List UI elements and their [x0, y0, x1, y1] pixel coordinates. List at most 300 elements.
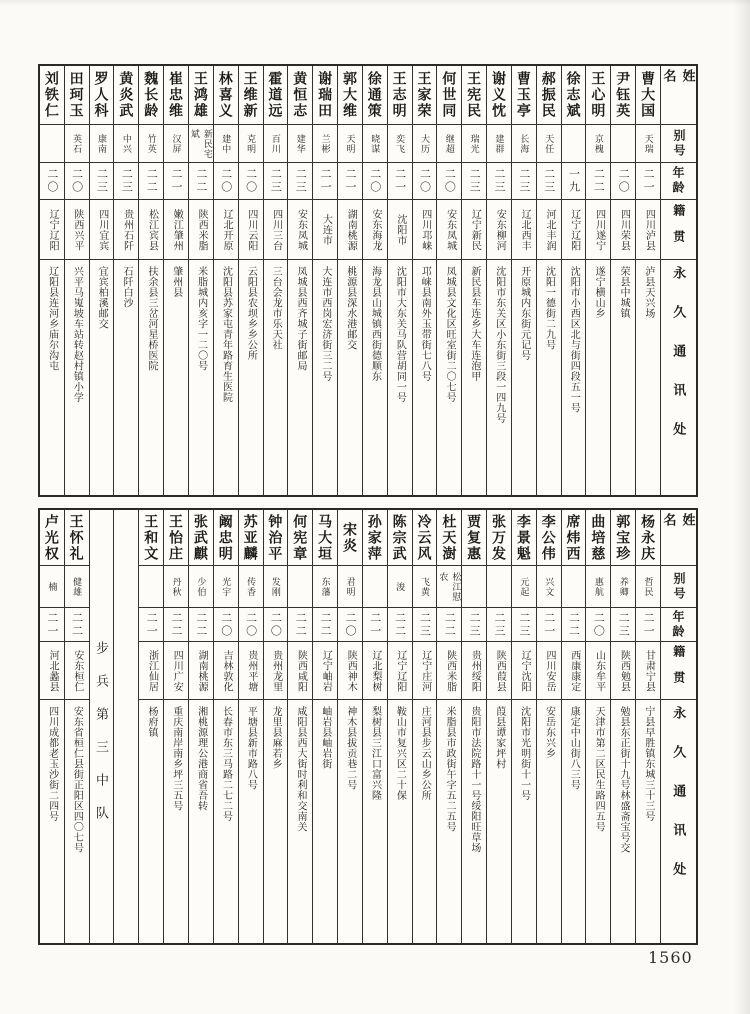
native-place-cell-text: 辽宁辽阳	[47, 208, 59, 251]
alias-cell-text: 京槐	[593, 133, 604, 154]
native-place-cell-text: 湖南桃源	[196, 649, 208, 692]
name-cell-text: 郭宝珍	[615, 513, 632, 562]
native-place-cell	[338, 642, 362, 700]
person-column	[138, 66, 163, 495]
name-cell-text: 黄恒志	[292, 71, 309, 119]
native-place-cell-text: 四川宜宾	[96, 208, 108, 251]
native-place-cell	[437, 642, 461, 700]
alias-cell-text: 浚	[395, 581, 406, 592]
name-cell	[512, 66, 536, 125]
person-column	[163, 66, 188, 495]
alias-cell-text: 长海	[519, 133, 530, 154]
alias-cell-text: 松江慰农	[438, 571, 462, 602]
name-cell-text: 阚忠明	[217, 513, 234, 562]
address-cell	[40, 260, 64, 495]
address-cell-text: 沈阳市光明街十一号	[518, 706, 530, 801]
address-cell-text: 重庆南岸南乡坪三五号	[170, 706, 182, 811]
name-cell-text: 罗人科	[93, 71, 110, 119]
address-cell-text: 石阡白沙	[121, 266, 133, 308]
age-cell	[65, 608, 89, 642]
address-cell	[537, 700, 561, 943]
header-name-label-text: 姓名	[661, 512, 696, 542]
native-place-cell-text: 四川安岳	[543, 649, 555, 692]
native-place-cell-text: 贵州石阡	[121, 208, 133, 251]
name-cell-text: 苏亚麟	[242, 513, 259, 562]
name-cell-text: 田珂玉	[68, 71, 85, 119]
alias-cell	[189, 125, 213, 163]
name-cell	[437, 510, 461, 566]
name-cell	[636, 66, 660, 125]
address-cell-text: 辽阳县连河乡庙尔沟屯	[46, 266, 58, 371]
name-cell-text: 王宪民	[466, 71, 483, 119]
alias-cell-text: 东藩	[320, 576, 331, 597]
row-headers-column	[660, 510, 696, 943]
address-cell-text: 凤城县文化区旺室街二〇七号	[444, 266, 456, 403]
address-cell-text: 肇州县	[170, 266, 182, 298]
native-place-cell	[562, 642, 586, 700]
native-place-cell-text: 辽宁庄河	[419, 649, 431, 692]
address-cell-text: 大连市西岗宏济街三二号	[319, 266, 331, 382]
alias-cell-text: 汉屏	[171, 133, 182, 154]
age-cell-text: 二一	[170, 168, 183, 194]
native-place-cell-text: 陕西神木	[345, 649, 357, 692]
native-place-cell-text: 陕西咸阳	[295, 649, 307, 692]
person-column	[362, 66, 387, 495]
age-cell-text: 二三	[493, 168, 506, 194]
native-place-cell	[264, 200, 288, 260]
native-place-cell-text: 安东凤城	[295, 208, 307, 251]
age-cell	[611, 608, 635, 642]
native-place-cell-text: 四川邛崃	[419, 208, 431, 251]
person-column	[436, 510, 461, 943]
age-cell	[338, 608, 362, 642]
name-cell-text: 王怡庄	[168, 513, 185, 562]
age-cell	[437, 163, 461, 200]
native-place-cell	[239, 200, 263, 260]
alias-cell	[114, 125, 138, 163]
name-cell	[413, 510, 437, 566]
native-place-cell	[462, 642, 486, 700]
header-name-label	[661, 510, 696, 566]
alias-cell	[264, 125, 288, 163]
native-place-cell-text: 吉林敦化	[220, 649, 232, 692]
alias-cell	[586, 566, 610, 608]
person-column	[412, 510, 437, 943]
address-cell-text: 安岳东兴乡	[543, 706, 555, 759]
alias-cell	[388, 125, 412, 163]
age-cell	[462, 608, 486, 642]
name-cell	[636, 510, 660, 566]
native-place-cell-text: 嫩江肇州	[171, 208, 183, 251]
alias-cell	[65, 125, 89, 163]
roster-table-top	[38, 64, 698, 497]
name-cell	[264, 66, 288, 125]
native-place-cell-text: 浙江仙居	[146, 649, 158, 692]
name-cell-text: 何世同	[441, 71, 458, 119]
name-cell	[214, 510, 238, 566]
age-cell-text: 二二	[145, 168, 158, 194]
native-place-cell-text: 四川广安	[171, 649, 183, 692]
address-cell-text: 天津市第二区民生路四五号	[593, 706, 605, 832]
alias-cell	[611, 566, 635, 608]
age-cell-text: 二三	[269, 168, 282, 194]
person-column	[461, 66, 486, 495]
name-cell	[164, 510, 188, 566]
age-cell	[388, 608, 412, 642]
alias-cell	[139, 125, 163, 163]
alias-cell-text: 天瑞	[643, 133, 654, 154]
person-column	[287, 510, 312, 943]
age-cell-text: 二〇	[70, 168, 83, 194]
person-column	[213, 66, 238, 495]
native-place-cell-text: 辽宁辽阳	[394, 649, 406, 692]
age-cell	[562, 163, 586, 200]
native-place-cell	[363, 200, 387, 260]
alias-cell	[437, 125, 461, 163]
age-cell	[313, 163, 337, 200]
name-cell-text: 席炜西	[565, 513, 582, 562]
native-place-cell	[487, 200, 511, 260]
age-cell-text: 二一	[45, 611, 58, 638]
native-place-cell-text: 安东海龙	[370, 208, 382, 251]
person-column	[337, 510, 362, 943]
header-age-label	[661, 608, 696, 642]
age-cell	[462, 163, 486, 200]
age-cell-text: 二二	[567, 611, 580, 638]
address-cell	[413, 700, 437, 943]
age-cell	[388, 163, 412, 200]
age-cell-text: 二三	[617, 611, 630, 638]
native-place-cell	[388, 200, 412, 260]
native-place-cell	[437, 200, 461, 260]
address-cell	[90, 260, 114, 495]
age-cell-text: 二三	[517, 168, 530, 194]
address-cell	[487, 700, 511, 943]
age-cell	[562, 608, 586, 642]
alias-cell-text: 少伯	[196, 576, 207, 597]
alias-cell	[562, 125, 586, 163]
name-cell-text: 崔忠维	[168, 71, 185, 119]
name-cell	[537, 510, 561, 566]
address-cell	[562, 700, 586, 943]
person-column	[213, 510, 238, 943]
alias-cell	[214, 125, 238, 163]
alias-cell-text: 奕飞	[395, 133, 406, 154]
age-cell	[338, 163, 362, 200]
native-place-cell-text: 四川泸县	[643, 208, 655, 251]
person-column	[362, 510, 387, 943]
name-cell-text: 谢义忱	[491, 71, 508, 119]
native-place-cell-text: 安东凤城	[444, 208, 456, 251]
address-cell	[611, 700, 635, 943]
native-place-cell	[363, 642, 387, 700]
native-place-cell-text: 沈阳市	[394, 213, 406, 246]
header-alias-label-text: 别号	[672, 128, 686, 159]
person-column	[561, 510, 586, 943]
age-cell	[90, 163, 114, 200]
native-place-cell-text: 松江宾县	[146, 208, 158, 251]
header-age-label	[661, 163, 696, 200]
address-cell-text: 长春市东三马路二七二号	[220, 706, 232, 822]
alias-cell-text: 继超	[444, 133, 455, 154]
age-cell	[214, 163, 238, 200]
person-column	[312, 510, 337, 943]
age-cell-text: 二三	[517, 611, 530, 638]
alias-cell	[40, 125, 64, 163]
name-cell-text: 王维新	[242, 71, 259, 119]
alias-cell	[437, 566, 461, 608]
age-cell-text: 二三	[493, 611, 506, 638]
alias-cell-text: 英石	[72, 133, 83, 154]
address-cell	[313, 260, 337, 495]
address-cell-text: 扶余县三岔河星桥医院	[145, 266, 157, 371]
native-place-cell-text: 西康康定	[568, 649, 580, 692]
address-cell	[65, 260, 89, 495]
age-cell-text: 二〇	[443, 168, 456, 194]
age-cell-text: 二一	[343, 168, 356, 194]
native-place-cell-text: 陕西米脂	[196, 208, 208, 251]
name-cell-text: 王和文	[143, 513, 160, 562]
alias-cell-text: 元起	[519, 576, 530, 597]
address-cell	[338, 700, 362, 943]
address-cell-text: 神木县拔贡巷二号	[344, 706, 356, 790]
name-cell	[139, 66, 163, 125]
person-column	[263, 510, 288, 943]
age-cell-text: 二一	[393, 168, 406, 194]
address-cell-text: 庄河县步云山乡公所	[419, 706, 431, 801]
header-address-label-text: 永久通讯处	[671, 266, 687, 461]
header-alias-label	[661, 566, 696, 608]
age-cell-text: 二二	[443, 611, 456, 638]
native-place-cell-text: 四川三台	[270, 208, 282, 251]
name-cell	[363, 510, 387, 566]
name-cell-text: 卢光权	[43, 513, 60, 562]
address-cell-text: 泸县天兴场	[642, 266, 654, 319]
alias-cell	[413, 566, 437, 608]
native-place-cell	[537, 642, 561, 700]
name-cell-text: 孙家萍	[366, 513, 383, 562]
person-column	[610, 510, 635, 943]
age-cell	[313, 608, 337, 642]
address-cell	[214, 700, 238, 943]
header-age-label-text: 年龄	[671, 609, 685, 640]
spacer-column	[113, 510, 138, 943]
age-cell-text: 二〇	[592, 611, 605, 638]
name-cell-text: 曹玉亭	[515, 71, 532, 119]
person-column	[188, 66, 213, 495]
name-cell	[164, 66, 188, 125]
age-cell-text: 二二	[194, 168, 207, 194]
name-cell	[487, 510, 511, 566]
native-place-cell	[40, 200, 64, 260]
native-place-cell	[288, 642, 312, 700]
name-cell-text: 马大垣	[317, 513, 334, 562]
name-cell	[214, 66, 238, 125]
person-column	[337, 66, 362, 495]
name-cell	[313, 510, 337, 566]
native-place-cell	[562, 200, 586, 260]
person-column	[536, 66, 561, 495]
address-cell	[139, 700, 163, 943]
alias-cell	[462, 566, 486, 608]
address-cell	[512, 260, 536, 495]
age-cell-text: 二三	[294, 168, 307, 194]
native-place-cell	[462, 200, 486, 260]
address-cell-text: 米脂城内亥字一二〇号	[195, 266, 207, 371]
person-column	[312, 66, 337, 495]
person-column	[40, 66, 64, 495]
native-place-cell-text: 安东桓仁	[71, 649, 83, 692]
alias-cell-text: 丹秋	[171, 576, 182, 597]
address-cell	[413, 260, 437, 495]
name-cell	[239, 66, 263, 125]
age-cell	[189, 608, 213, 642]
name-cell	[65, 510, 89, 566]
roster-table-bottom	[38, 508, 698, 945]
age-cell-text: 二一	[319, 168, 332, 194]
name-cell	[512, 510, 536, 566]
header-native-label-text: 籍贯	[671, 203, 686, 256]
person-column	[412, 66, 437, 495]
header-alias-label-text: 别号	[672, 571, 686, 602]
alias-cell-text: 健雄	[72, 576, 83, 597]
alias-cell-text: 养卿	[618, 576, 629, 597]
native-place-cell-text: 辽宁岫岩	[320, 649, 332, 692]
name-cell	[288, 66, 312, 125]
alias-cell-text: 康南	[97, 133, 108, 154]
person-column	[238, 510, 263, 943]
address-cell	[239, 260, 263, 495]
name-cell-text: 刘铁仁	[43, 71, 60, 119]
address-cell-text: 开原城内东街元记号	[518, 266, 530, 361]
address-cell	[40, 700, 64, 943]
alias-cell-text: 竹英	[146, 133, 157, 154]
name-cell-text: 钟治平	[267, 513, 284, 562]
native-place-cell-text: 陕西兴平	[71, 208, 83, 251]
header-alias-label	[661, 125, 696, 163]
name-cell	[363, 66, 387, 125]
address-cell	[611, 260, 635, 495]
address-cell	[363, 260, 387, 495]
native-place-cell-text: 贵州龙里	[270, 649, 282, 692]
native-place-cell	[388, 642, 412, 700]
alias-cell	[239, 566, 263, 608]
native-place-cell	[487, 642, 511, 700]
address-cell	[537, 260, 561, 495]
person-column	[561, 66, 586, 495]
age-cell-text: 二〇	[368, 168, 381, 194]
native-place-cell-text: 辽宁辽阳	[568, 208, 580, 251]
age-cell	[363, 608, 387, 642]
address-cell-text: 米脂县市政街午字五二五号	[444, 706, 456, 832]
alias-cell	[537, 566, 561, 608]
name-cell-text: 王志明	[391, 71, 408, 119]
alias-cell	[288, 125, 312, 163]
age-cell	[214, 608, 238, 642]
person-column	[585, 510, 610, 943]
native-place-cell-text: 四川遂宁	[593, 208, 605, 251]
name-cell	[65, 66, 89, 125]
native-place-cell	[636, 200, 660, 260]
native-place-cell	[214, 642, 238, 700]
native-place-cell	[139, 200, 163, 260]
alias-cell-text: 建群	[494, 133, 505, 154]
age-cell	[264, 608, 288, 642]
name-cell	[537, 66, 561, 125]
name-cell-text: 徐通策	[366, 71, 383, 119]
person-column	[387, 66, 412, 495]
native-place-cell	[512, 200, 536, 260]
age-cell	[139, 608, 163, 642]
alias-cell	[90, 125, 114, 163]
name-cell-text: 冷云风	[416, 513, 433, 562]
age-cell-text: 二一	[642, 611, 655, 638]
address-cell-text: 康定中山街八三号	[568, 706, 580, 790]
name-cell-text: 郝振民	[540, 71, 557, 119]
alias-cell-text: 中兴	[121, 133, 132, 154]
native-place-cell-text: 湖南桃源	[345, 208, 357, 251]
alias-cell	[611, 125, 635, 163]
age-cell-text: 二〇	[418, 168, 431, 194]
name-cell	[462, 510, 486, 566]
age-cell-text: 二三	[120, 168, 133, 194]
native-place-cell	[413, 642, 437, 700]
alias-cell	[139, 566, 163, 608]
name-cell-text: 尹钰英	[615, 71, 632, 119]
person-column	[89, 66, 114, 495]
native-place-cell	[164, 642, 188, 700]
address-cell	[562, 260, 586, 495]
name-cell-text: 徐志斌	[565, 71, 582, 119]
alias-cell-text: 光宇	[221, 576, 232, 597]
header-name-label	[661, 66, 696, 125]
name-cell	[388, 510, 412, 566]
address-cell-text: 咸阳县西大街时利和交南关	[295, 706, 307, 832]
name-cell-text: 曲培慈	[590, 513, 607, 562]
native-place-cell-text: 辽宁沈阳	[519, 649, 531, 692]
native-place-cell-text: 辽宁新民	[469, 208, 481, 251]
age-cell	[636, 163, 660, 200]
person-column	[536, 510, 561, 943]
age-cell-text: 二三	[418, 611, 431, 638]
alias-cell-text: 天明	[345, 133, 356, 154]
alias-cell-text: 百川	[270, 133, 281, 154]
age-cell-text: 二二	[194, 611, 207, 638]
person-column	[163, 510, 188, 943]
address-cell-text: 凤城县西齐城子街邮局	[295, 266, 307, 371]
native-place-cell-text: 山东牟平	[593, 649, 605, 692]
address-cell	[586, 700, 610, 943]
address-cell	[164, 260, 188, 495]
address-cell	[388, 260, 412, 495]
person-column	[461, 510, 486, 943]
person-column	[585, 66, 610, 495]
header-age-label-text: 年龄	[671, 166, 685, 196]
address-cell-text: 宁县早胜镇东城三十三号	[642, 706, 654, 822]
address-cell	[462, 700, 486, 943]
address-cell	[636, 700, 660, 943]
name-cell-text: 林喜义	[217, 71, 234, 119]
person-column	[40, 510, 64, 943]
address-cell	[239, 700, 263, 943]
age-cell	[636, 608, 660, 642]
native-place-cell-text: 陕西勉县	[618, 649, 630, 692]
name-cell-text: 李景魁	[515, 513, 532, 562]
header-address-label	[661, 260, 696, 495]
age-cell-text: 二一	[145, 611, 158, 638]
name-cell-text: 贾复惠	[466, 513, 483, 562]
native-place-cell	[611, 642, 635, 700]
